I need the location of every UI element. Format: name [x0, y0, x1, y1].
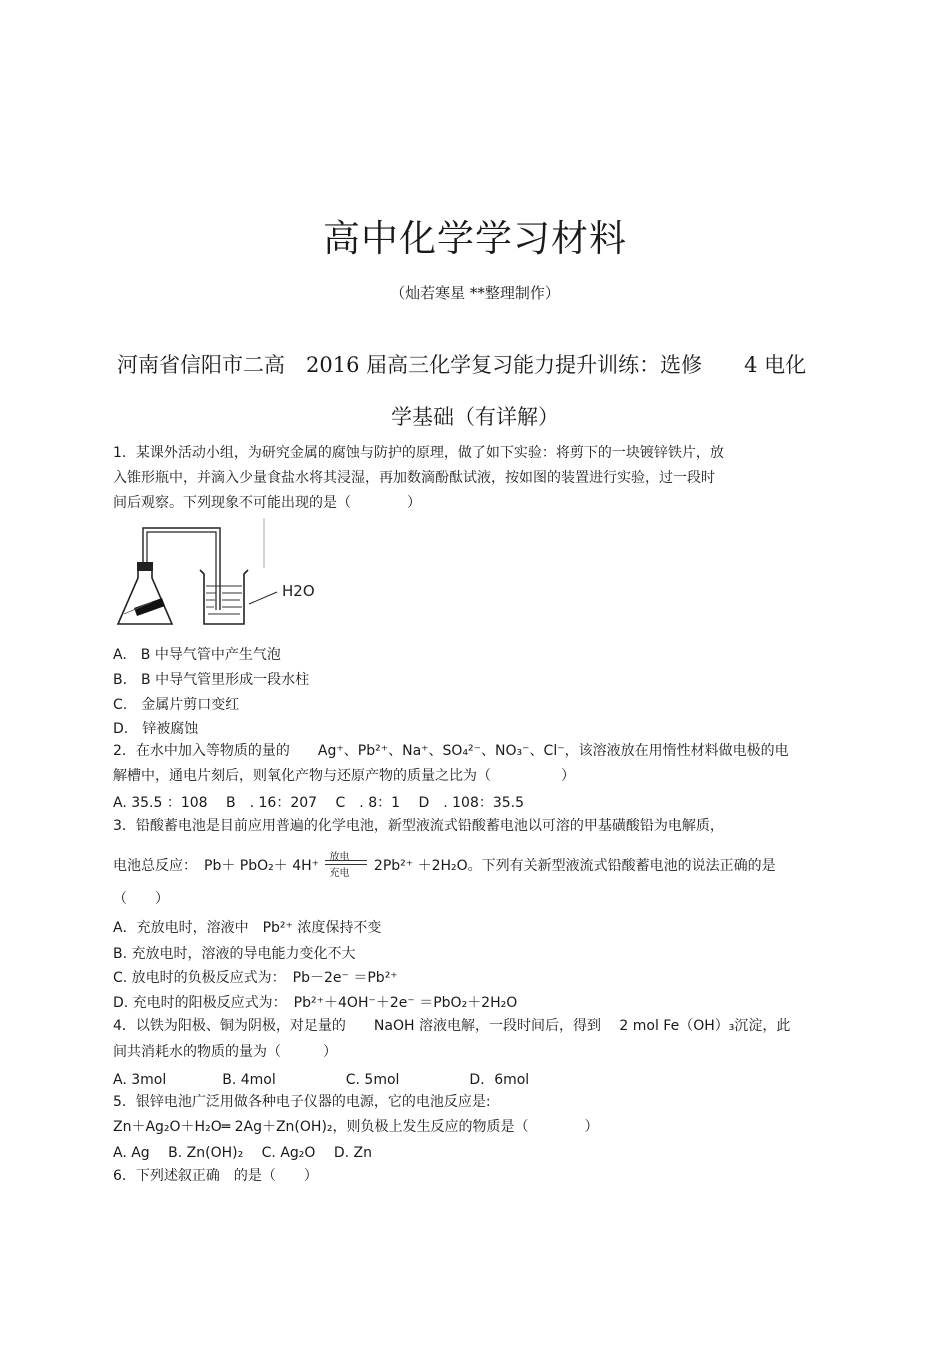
delivery-tube	[143, 528, 220, 610]
q5-options: A. Ag B. Zn(OH)₂ C. Ag₂O D. Zn	[113, 1145, 373, 1161]
metal-strip	[134, 598, 165, 616]
reversible-arrow	[325, 852, 367, 879]
q1-option-a: A. B 中导气管中产生气泡	[113, 647, 281, 663]
q4-line1: 4．以铁为阳极、铜为阴极，对足量的 NaOH 溶液电解，一段时间后，得到 2 mol Fe（OH）₃沉淀，此	[113, 1018, 791, 1034]
q4-options: A. 3mol B. 4mol C. 5mol D．6mol	[113, 1072, 530, 1088]
conical-flask	[118, 566, 172, 624]
section-heading-line2: 学基础（有详解）	[391, 405, 559, 429]
arrow-label-charge: 充电	[329, 868, 350, 879]
q4-line2: 间共消耗水的物质的量为（ ）	[113, 1044, 337, 1060]
q3-option-d: D. 充电时的阳极反应式为： Pb²⁺＋4OH⁻＋2e⁻ ＝PbO₂＋2H₂O	[113, 995, 518, 1011]
q1-option-d: D. 锌被腐蚀	[113, 721, 199, 737]
page-title: 高中化学学习材料	[323, 217, 627, 260]
q2-line2: 解槽中，通电片刻后，则氧化产物与还原产物的质量之比为（ ）	[113, 768, 575, 784]
q3-equation	[113, 852, 776, 879]
q3-option-c: C. 放电时的负极反应式为： Pb－2e⁻ ＝Pb²⁺	[113, 970, 398, 986]
q3-line1: 3．铅酸蓄电池是目前应用普遍的化学电池，新型液流式铅酸蓄电池以可溶的甲基磺酸铅为电解质，	[113, 818, 724, 834]
q1-line2: 入锥形瓶中，并滴入少量食盐水将其浸湿，再加数滴酚酞试液，按如图的装置进行实验，过一段时	[113, 470, 715, 486]
q1-option-b: B. B 中导气管里形成一段水柱	[113, 672, 310, 688]
q1-line3: 间后观察。下列现象不可能出现的是（ ）	[113, 495, 421, 511]
apparatus-figure	[112, 518, 322, 633]
q6-line1: 6．下列述叙正确 的是（ ）	[113, 1168, 318, 1184]
arrow-label-discharge: 放电	[329, 852, 350, 863]
q2-options: A. 35.5 ：108 B . 16：207 C . 8：1 D . 108：35.5	[113, 795, 525, 811]
beaker	[200, 570, 248, 624]
q1-option-c: C. 金属片剪口变红	[113, 697, 240, 713]
q3-paren: （ ）	[113, 891, 169, 907]
q3-eq-left: 电池总反应： Pb＋ PbO₂＋ 4H⁺	[113, 858, 320, 874]
figure-label: H2O	[282, 582, 315, 600]
page-subtitle: （灿若寒星 **整理制作）	[390, 284, 560, 302]
q3-option-b: B. 充放电时，溶液的导电能力变化不大	[113, 946, 356, 962]
q5-line1: 5．银锌电池广泛用做各种电子仪器的电源，它的电池反应是:	[113, 1094, 491, 1110]
q2-line1: 2．在水中加入等物质的量的 Ag⁺、Pb²⁺、Na⁺、SO₄²⁻、NO₃⁻、Cl⁻，该溶液放在用惰性材料做电极的电	[113, 743, 789, 759]
q3-option-a: A．充放电时，溶液中 Pb²⁺ 浓度保持不变	[113, 920, 382, 936]
q3-eq-right: 2Pb²⁺ ＋2H₂O。下列有关新型液流式铅酸蓄电池的说法正确的是	[373, 858, 776, 874]
stopper	[137, 562, 153, 571]
q1-line1: 1．某课外活动小组，为研究金属的腐蚀与防护的原理，做了如下实验：将剪下的一块镀锌铁片，放	[113, 445, 724, 461]
q5-line2: Zn＋Ag₂O＋H₂O═ 2Ag＋Zn(OH)₂，则负极上发生反应的物质是（ ）	[113, 1119, 599, 1135]
section-heading-line1: 河南省信阳市二高 2016 届高三化学复习能力提升训练：选修 4 电化	[117, 353, 807, 377]
